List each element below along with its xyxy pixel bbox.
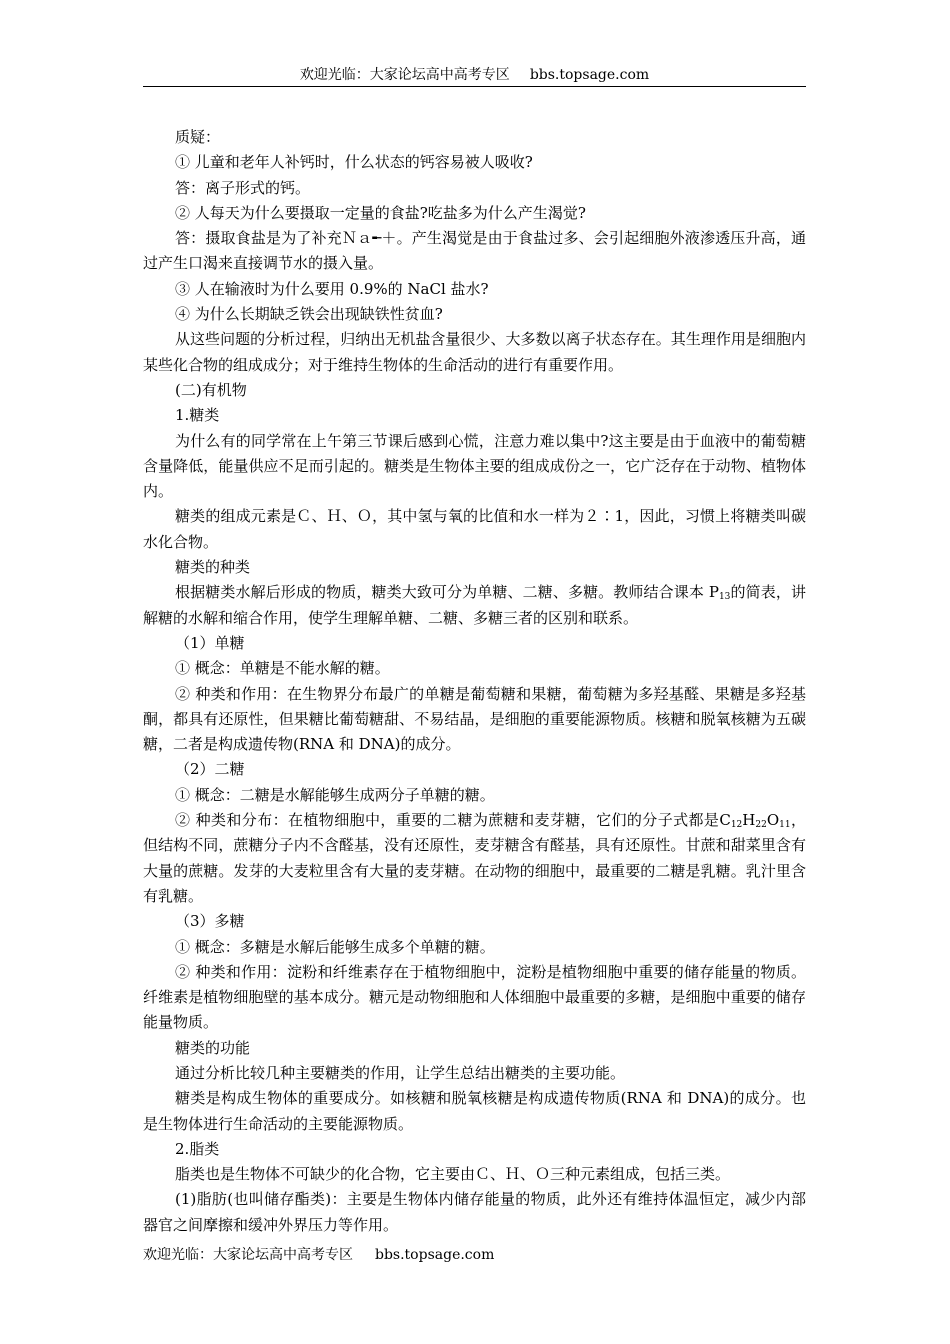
section-heading: (二)有机物 bbox=[175, 380, 247, 399]
paragraph: 答：离子形式的钙。 bbox=[175, 178, 311, 197]
paragraph: 从这些问题的分析过程，归纳出无机盐含量很少、大多数以离子状态存在。其生理作用是细胞内某些化合物的组成成分；对于维持生物体的生命活动的进行有重要作用。 bbox=[143, 330, 806, 374]
text-run: ② 种类和分布：在植物细胞中，重要的二糖为蔗糖和麦芽糖，它们的分子式都是 bbox=[175, 811, 720, 830]
subscript: 22 bbox=[755, 820, 767, 831]
footer-site-name: 欢迎光临：大家论坛高中高考专区 bbox=[143, 1247, 353, 1263]
paragraph: 通过分析比较几种主要糖类的作用，让学生总结出糖类的主要功能。 bbox=[175, 1063, 626, 1082]
paragraph: (1)脂肪(也叫储存酯类)：主要是生物体内储存能量的物质，此外还有维持体温恒定，减少内部器官之间摩擦和缓冲外界压力等作用。 bbox=[143, 1190, 806, 1234]
formula-c: C bbox=[719, 811, 731, 830]
paragraph: ① 概念：二糖是水解能够生成两分子单糖的糖。 bbox=[175, 785, 495, 804]
subscript: 12 bbox=[730, 820, 743, 831]
paragraph: ④ 为什么长期缺乏铁会出现缺铁性贫血? bbox=[175, 305, 443, 324]
section-heading: 糖类的种类 bbox=[175, 558, 251, 577]
subscript: 11 bbox=[779, 820, 791, 831]
document-body bbox=[143, 125, 806, 1238]
section-heading: 1.糖类 bbox=[175, 406, 220, 425]
page-header bbox=[143, 66, 806, 87]
footer-url[interactable]: bbs.topsage.com bbox=[375, 1247, 495, 1263]
paragraph: 糖类的组成元素是Ｃ、Ｈ、Ｏ，其中氢与氧的比值和水一样为２∶1，因此，习惯上将糖类叫碳水化合物。 bbox=[143, 507, 806, 551]
paragraph: ① 概念：多糖是水解后能够生成多个单糖的糖。 bbox=[175, 937, 495, 956]
section-heading: 糖类的功能 bbox=[175, 1038, 251, 1057]
text-run: 根据糖类水解后形成的物质，糖类大致可分为单糖、二糖、多糖。教师结合课本 P bbox=[175, 583, 719, 602]
paragraph: 脂类也是生物体不可缺少的化合物，它主要由Ｃ、Ｈ、Ｏ三种元素组成，包括三类。 bbox=[175, 1165, 731, 1184]
section-heading: （2）二糖 bbox=[175, 760, 245, 779]
text-run: ，但结构不同，蔗糖分子内不含醛基，没有还原性，麦芽糖含有醛基，具有还原性。甘蔗和甜菜里含有大量的蔗糖。发芽的大麦粒里含有大量的麦芽糖。在动物的细胞中，最重要的二糖是乳糖。乳汁里含有乳糖。 bbox=[143, 811, 806, 905]
paragraph: ② 种类和作用：淀粉和纤维素存在于植物细胞中，淀粉是植物细胞中重要的储存能量的物质。纤维素是植物细胞壁的基本成分。糖元是动物细胞和人体细胞中最重要的多糖，是细胞中重要的储存能量物质。 bbox=[143, 962, 806, 1032]
section-heading: （1）单糖 bbox=[175, 633, 245, 652]
paragraph bbox=[143, 808, 806, 909]
header-url[interactable]: bbs.topsage.com bbox=[529, 67, 650, 83]
subscript: 13 bbox=[718, 592, 731, 603]
formula-o: O bbox=[766, 811, 780, 830]
section-heading: （3）多糖 bbox=[175, 912, 245, 931]
section-heading: 2.脂类 bbox=[175, 1139, 220, 1158]
paragraph bbox=[143, 580, 806, 631]
paragraph: 为什么有的同学常在上午第三节课后感到心慌，注意力难以集中?这主要是由于血液中的葡萄糖含量降低，能量供应不足而引起的。糖类是生物体主要的组成成份之一，它广泛存在于动物、植物体内。 bbox=[143, 431, 806, 501]
paragraph: ① 概念：单糖是不能水解的糖。 bbox=[175, 659, 390, 678]
paragraph: ① 儿童和老年人补钙时，什么状态的钙容易被人吸收? bbox=[175, 153, 533, 172]
page-footer bbox=[143, 1246, 494, 1264]
paragraph: 质疑： bbox=[175, 128, 221, 146]
paragraph: 糖类是构成生物体的重要成分。如核糖和脱氧核糖是构成遗传物质(RNA 和 DNA)的成分。也是生物体进行生命活动的主要能源物质。 bbox=[143, 1089, 806, 1133]
header-site-name: 欢迎光临：大家论坛高中高考专区 bbox=[299, 67, 510, 83]
paragraph: 答：摄取食盐是为了补充Ｎａ╾＋。产生渴觉是由于食盐过多、会引起细胞外液渗透压升高，通过产生口渴来直接调节水的摄入量。 bbox=[143, 229, 806, 273]
text-run: 的简表，讲解糖的水解和缩合作用，使学生理解单糖、二糖、多糖三者的区别和联系。 bbox=[143, 583, 806, 627]
paragraph: ② 人每天为什么要摄取一定量的食盐?吃盐多为什么产生渴觉? bbox=[175, 203, 586, 222]
paragraph: ③ 人在输液时为什么要用 0.9%的 NaCl 盐水? bbox=[175, 279, 489, 298]
paragraph: ② 种类和作用：在生物界分布最广的单糖是葡萄糖和果糖，葡萄糖为多羟基醛、果糖是多羟基酮，都具有还原性，但果糖比葡萄糖甜、不易结晶，是细胞的重要能源物质。核糖和脱氧核糖为五碳糖，二者是构成遗传物(RNA 和 DNA)的成分。 bbox=[143, 684, 806, 754]
formula-h: H bbox=[742, 811, 756, 830]
